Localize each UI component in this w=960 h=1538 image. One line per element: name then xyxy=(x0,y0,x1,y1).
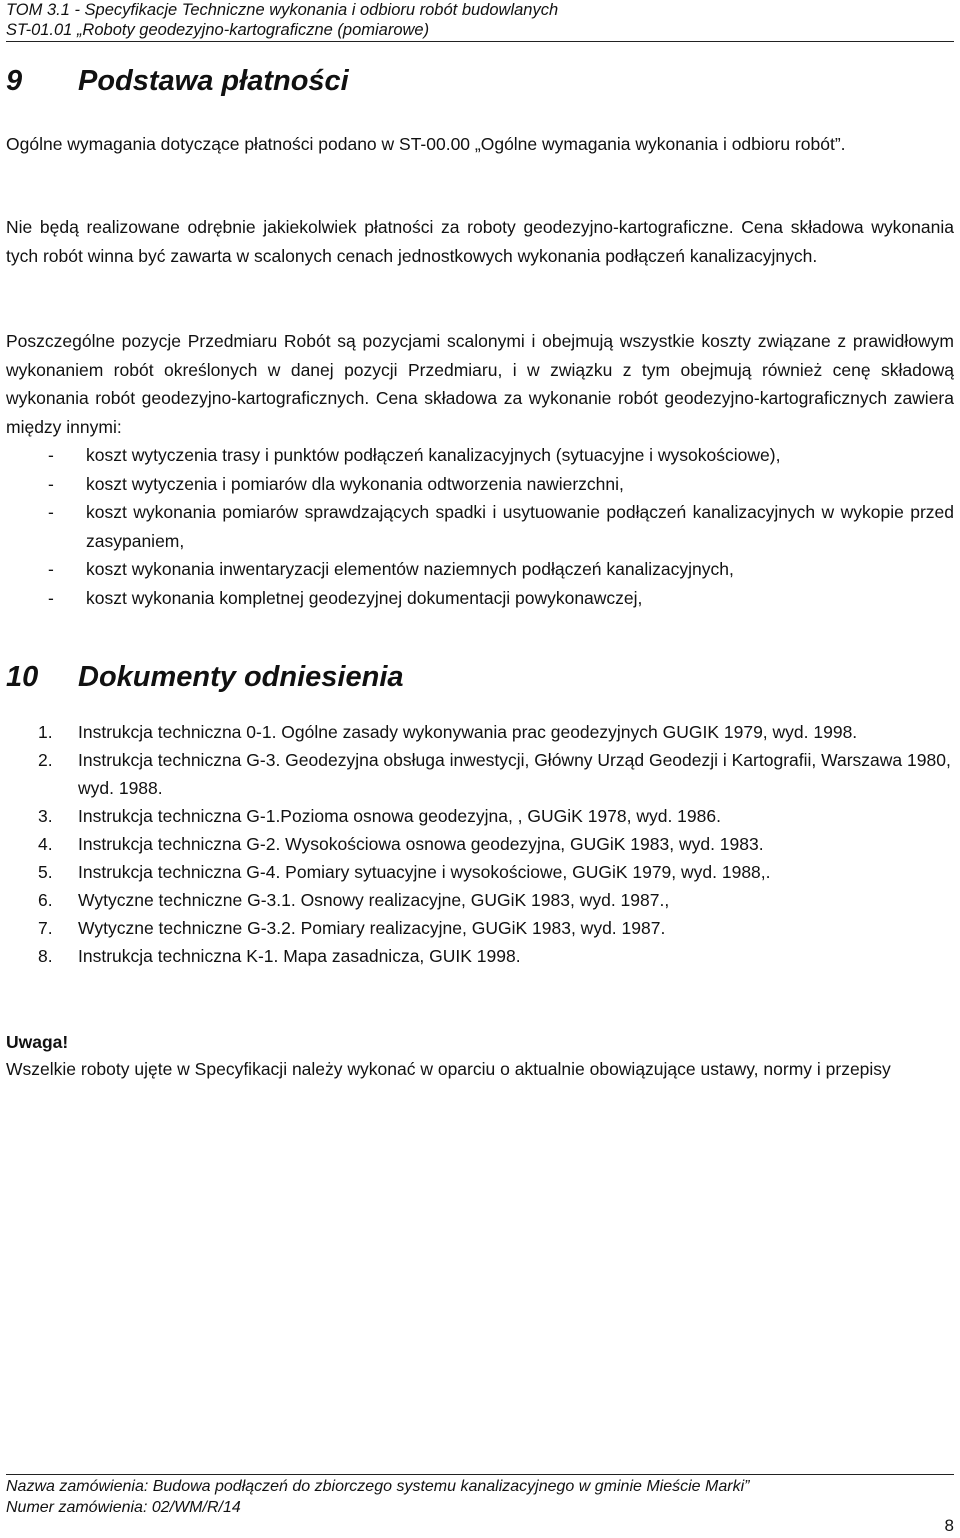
section-9-number: 9 xyxy=(6,65,23,97)
reference-item: 8. Instrukcja techniczna K-1. Mapa zasadnicza, GUIK 1998. xyxy=(38,946,521,966)
list-item: - koszt wytyczenia trasy i punktów podłączeń kanalizacyjnych (sytuacyjne i wysokościowe), xyxy=(6,441,954,470)
reference-item: 6. Wytyczne techniczne G-3.1. Osnowy realizacyjne, GUGiK 1983, wyd. 1987., xyxy=(38,890,670,910)
note-text: Wszelkie roboty ujęte w Specyfikacji należy wykonać w oparciu o aktualnie obowiązujące ustawy, normy i przepisy xyxy=(6,1059,891,1079)
header-spec-title: ST-01.01 „Roboty geodezyjno-kartograficzne (pomiarowe) xyxy=(6,21,430,39)
section-10-number: 10 xyxy=(6,661,39,693)
list-item: - koszt wytyczenia i pomiarów dla wykonania odtworzenia nawierzchni, xyxy=(6,470,954,499)
reference-list xyxy=(6,718,954,970)
reference-item: 5. Instrukcja techniczna G-4. Pomiary sytuacyjne i wysokościowe, GUGiK 1979, wyd. 1988,. xyxy=(38,862,771,882)
footer-order-number: Numer zamówienia: 02/WM/R/14 xyxy=(6,1499,241,1516)
section-9-paragraph-3: Poszczególne pozycje Przedmiaru Robót są pozycjami scalonymi i obejmują wszystkie koszty związane z prawidłowym wykonaniem robót określonych w danej pozycji Przedmiaru, i w związku z tym obejmują również cenę składową wykonania robót geodezyjno-kartograficznych. Cena składowa za wykonanie robót geodezyjno-kartograficznych zawiera między innymi: xyxy=(6,331,954,437)
cost-component-list xyxy=(6,441,954,612)
footer-order-name: Nazwa zamówienia: Budowa podłączeń do zbiorczego systemu kanalizacyjnego w gminie Mieście Marki” xyxy=(6,1478,750,1495)
section-10-title: Dokumenty odniesienia xyxy=(78,661,404,693)
list-item: - koszt wykonania kompletnej geodezyjnej dokumentacji powykonawczej, xyxy=(6,584,954,613)
list-dash: - xyxy=(48,587,54,608)
section-10-heading xyxy=(6,660,404,694)
list-item: - koszt wykonania pomiarów sprawdzających spadki i usytuowanie podłączeń kanalizacyjnych w wykopie przed zasypaniem, xyxy=(6,498,954,555)
page-number: 8 xyxy=(944,1516,954,1535)
list-dash: - xyxy=(48,445,54,465)
list-dash: - xyxy=(48,473,54,494)
section-9-title: Podstawa płatności xyxy=(78,65,349,97)
note-label: Uwaga! xyxy=(6,1032,69,1052)
footer-rule xyxy=(6,1474,954,1475)
reference-item: 1. Instrukcja techniczna 0-1. Ogólne zasady wykonywania prac geodezyjnych GUGIK 1979, wyd. 1998. xyxy=(38,722,858,742)
header-volume-title: TOM 3.1 - Specyfikacje Techniczne wykonania i odbioru robót budowlanych xyxy=(6,1,559,19)
list-item: - koszt wykonania inwentaryzacji elementów naziemnych podłączeń kanalizacyjnych, xyxy=(6,555,954,584)
reference-item: 3. Instrukcja techniczna G-1.Pozioma osnowa geodezyjna, , GUGiK 1978, wyd. 1986. xyxy=(38,806,721,826)
list-dash: - xyxy=(48,502,54,522)
reference-item: 4. Instrukcja techniczna G-2. Wysokościowa osnowa geodezyjna, GUGiK 1983, wyd. 1983. xyxy=(38,834,764,854)
section-9-heading xyxy=(6,64,349,98)
header-rule xyxy=(6,41,954,42)
reference-item: 2. Instrukcja techniczna G-3. Geodezyjna obsługa inwestycji, Główny Urząd Geodezji i Kartografii, Warszawa 1980, wyd. 1988. xyxy=(38,750,951,798)
page-header xyxy=(6,0,954,40)
section-9-paragraph-2: Nie będą realizowane odrębnie jakiekolwiek płatności za roboty geodezyjno-kartograficzne. Cena składowa wykonania tych robót winna być zawarta w scalonych cenach jednostkowych wykonania podłączeń kanalizacyjnych. xyxy=(6,217,954,266)
reference-item: 7. Wytyczne techniczne G-3.2. Pomiary realizacyjne, GUGiK 1983, wyd. 1987. xyxy=(38,918,666,938)
list-dash: - xyxy=(48,559,54,579)
section-9-paragraph-1: Ogólne wymagania dotyczące płatności podano w ST-00.00 „Ogólne wymagania wykonania i odbioru robót”. xyxy=(6,134,846,154)
